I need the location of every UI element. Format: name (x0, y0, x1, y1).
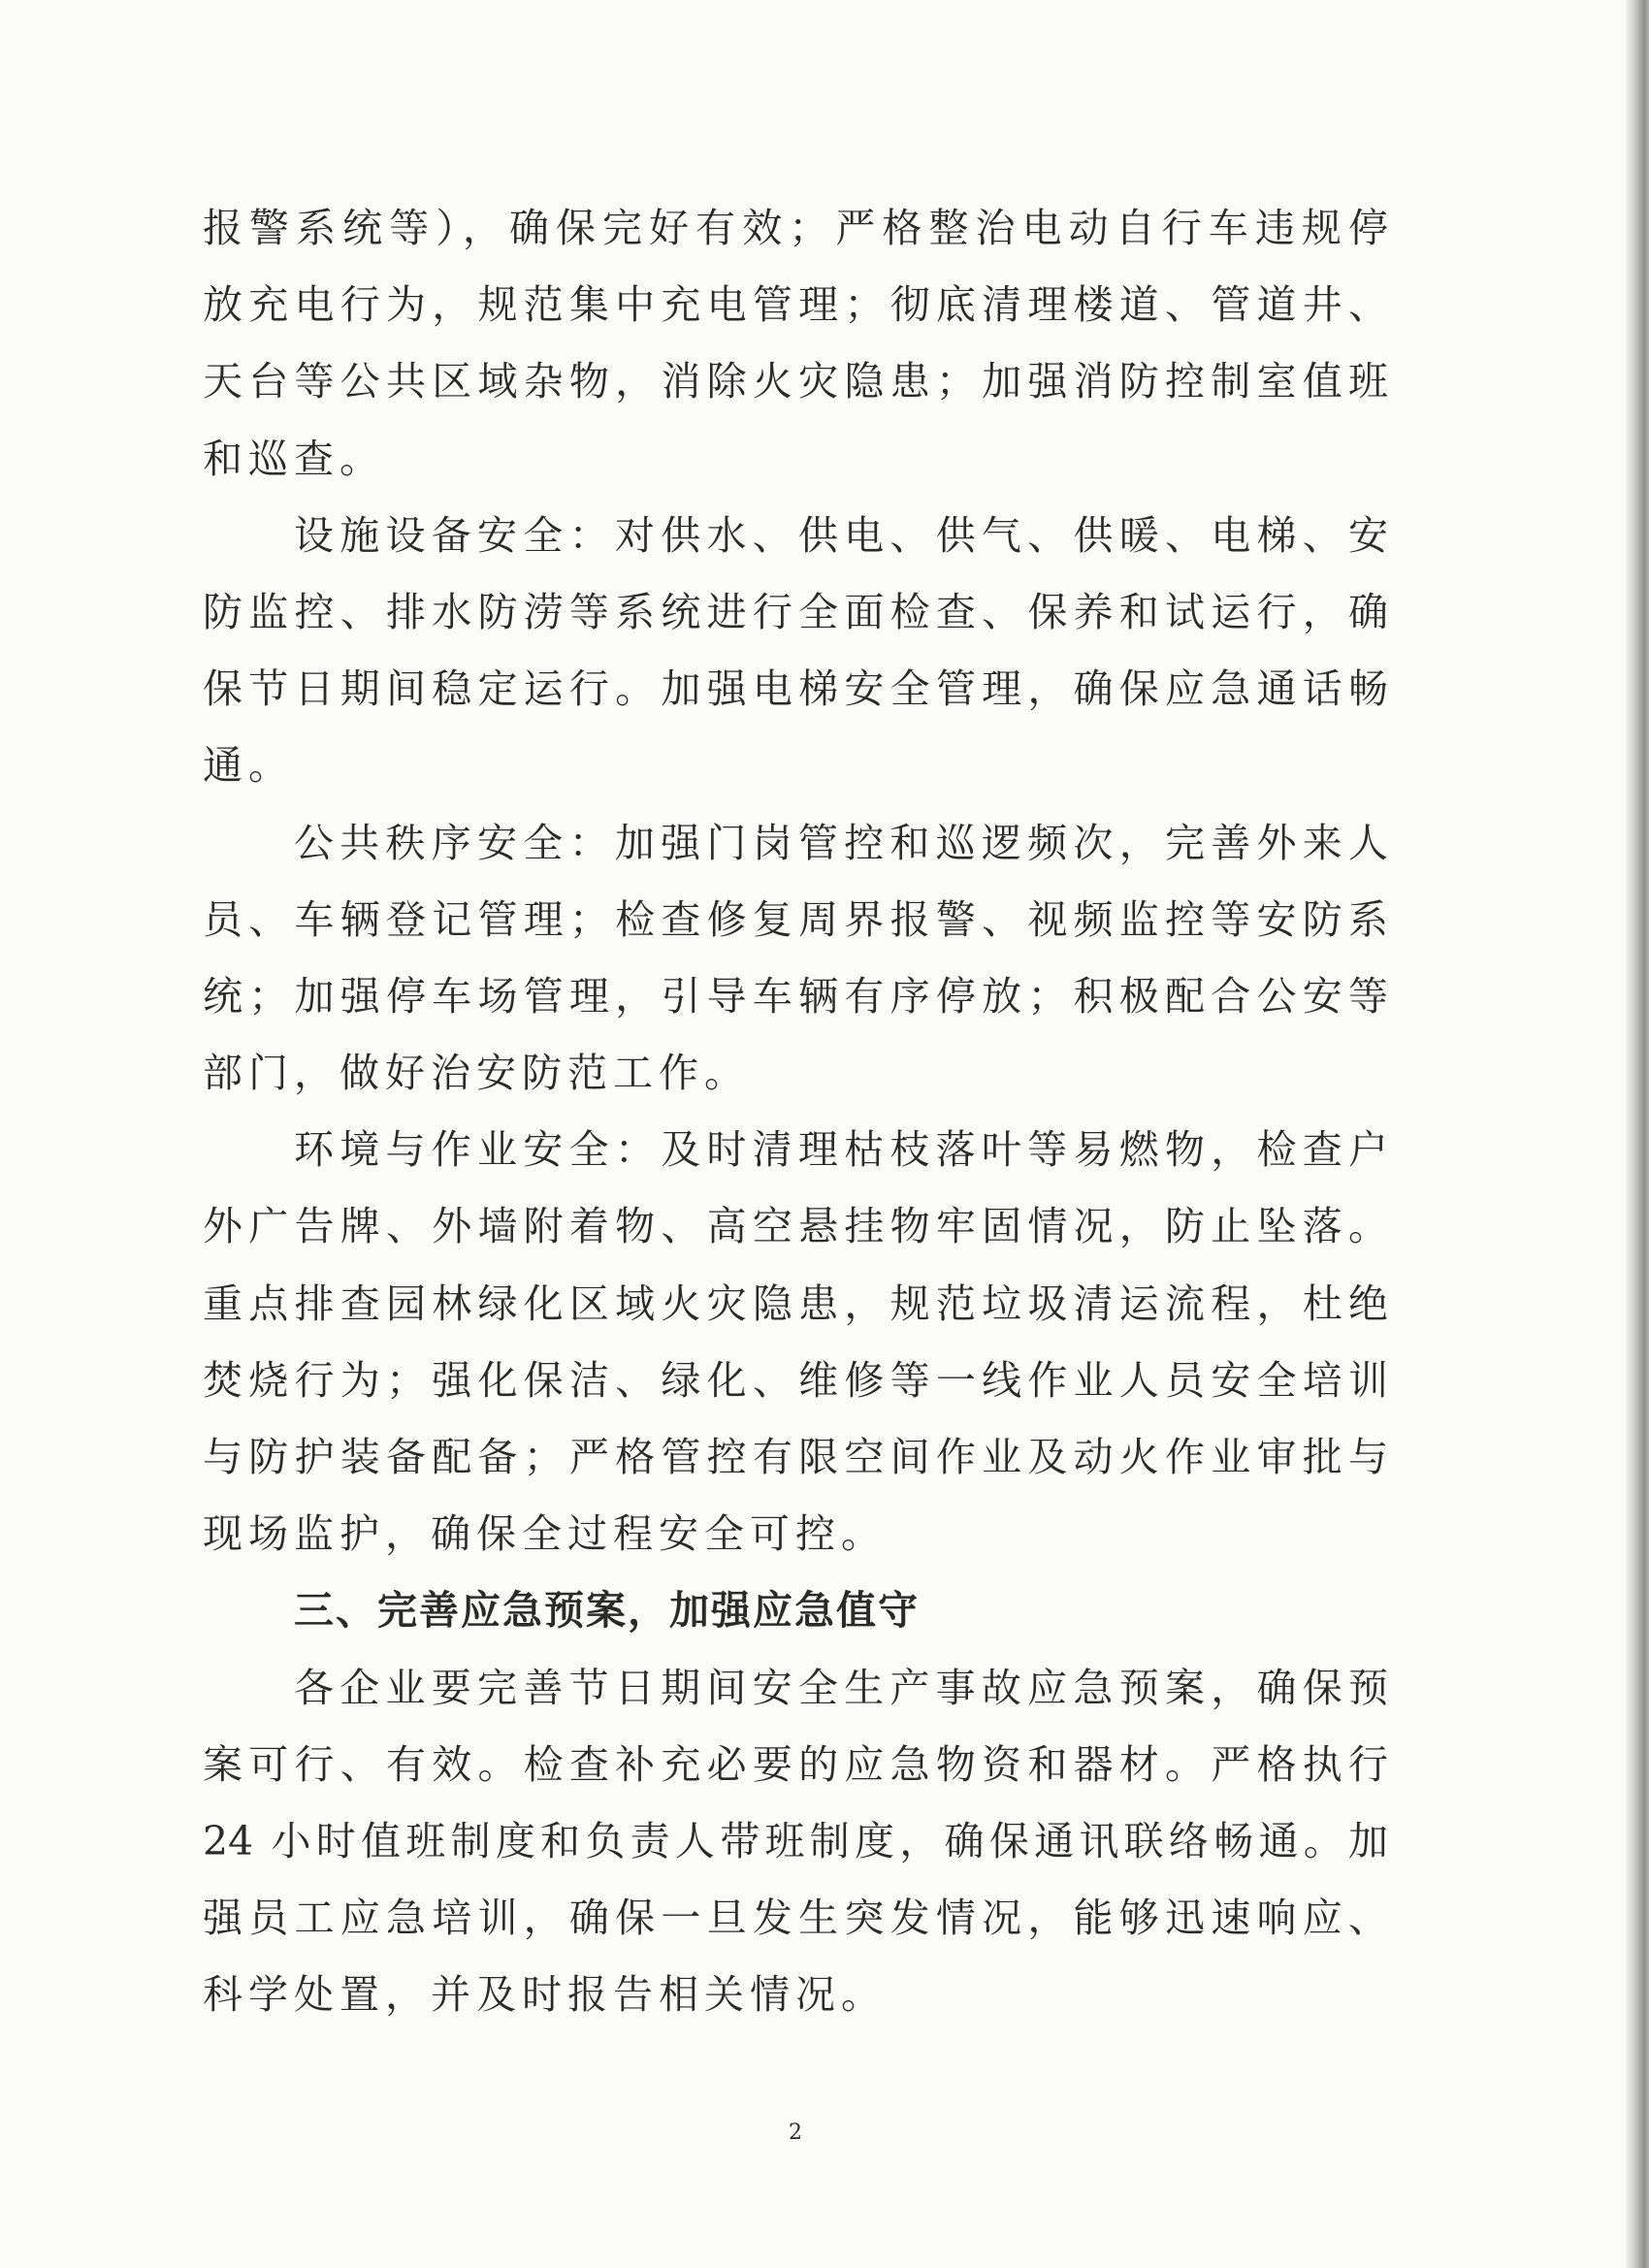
text-line: 焚烧行为；强化保洁、绿化、维修等一线作业人员安全培训 (203, 1356, 1388, 1404)
text-line: 天台等公共区域杂物，消除火灾隐患；加强消防控制室值班 (203, 358, 1388, 405)
text-line: 统；加强停车场管理，引导车辆有序停放；积极配合公安等 (203, 972, 1388, 1020)
text-line: 报警系统等），确保完好有效；严格整治电动自行车违规停 (203, 205, 1388, 251)
text-line: 各企业要完善节日期间安全生产事故应急预案，确保预 (294, 1664, 1388, 1711)
text-line: 科学处置，并及时报告相关情况。 (203, 1971, 887, 2019)
text-line: 外广告牌、外墙附着物、高空悬挂物牢固情况，防止坠落。 (203, 1203, 1388, 1250)
text-line: 放充电行为，规范集中充电管理；彻底清理楼道、管道井、 (203, 281, 1388, 329)
text-line: 通。 (203, 742, 294, 790)
text-line: 保节日期间稳定运行。加强电梯安全管理，确保应急通话畅 (203, 665, 1388, 713)
text-line: 设施设备安全：对供水、供电、供气、供暖、电梯、安 (294, 511, 1388, 559)
paragraph (203, 506, 1388, 814)
text-line: 与防护装备配备；严格管控有限空间作业及动火作业审批与 (203, 1434, 1388, 1480)
document-body (203, 199, 1388, 2043)
text-line: 部门，做好治安防范工作。 (203, 1050, 750, 1097)
page-number: 2 (789, 2121, 802, 2145)
text-line: 案可行、有效。检查补充必要的应急物资和器材。严格执行 (203, 1740, 1388, 1788)
text-line: 重点排查园林绿化区域火灾隐患，规范垃圾清运流程，杜绝 (203, 1280, 1388, 1327)
paragraph (203, 1659, 1388, 2043)
text-line: 24 小时值班制度和负责人带班制度，确保通讯联络畅通。加 (203, 1817, 1388, 1864)
text-line: 员、车辆登记管理；检查修复周界报警、视频监控等安防系 (203, 895, 1388, 943)
text-line: 防监控、排水防涝等系统进行全面检查、保养和试运行，确 (203, 588, 1388, 635)
text-line: 和巡查。 (203, 435, 385, 482)
text-line: 强员工应急培训，确保一旦发生突发情况，能够迅速响应、 (203, 1895, 1388, 1942)
scan-edge-shadow (1626, 0, 1649, 2268)
paragraph (203, 814, 1388, 1121)
text-line: 环境与作业安全：及时清理枯枝落叶等易燃物，检查户 (294, 1126, 1388, 1174)
paragraph (203, 1120, 1388, 1581)
text-line: 公共秩序安全：加强门岗管控和巡逻频次，完善外来人 (294, 819, 1388, 866)
text-line: 现场监护，确保全过程安全可控。 (203, 1510, 887, 1558)
paragraph (203, 199, 1388, 506)
text-line: 三、完善应急预案，加强应急值守 (294, 1587, 920, 1635)
section-heading (203, 1581, 1388, 1658)
